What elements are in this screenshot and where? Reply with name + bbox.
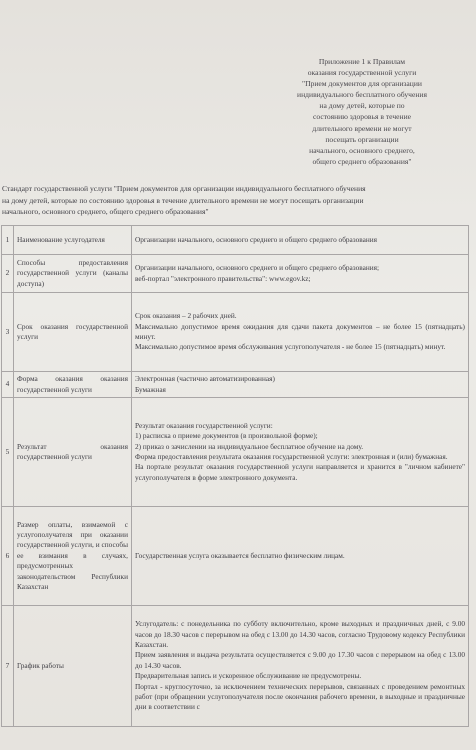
row-value — [132, 398, 469, 507]
row-value-line: Результат оказания государственной услуги: — [135, 420, 273, 430]
standard-title-line: Стандарт государственной услуги "Прием документов для организации индивидуального бесплатного обучения — [2, 184, 366, 193]
row-value — [132, 507, 469, 606]
appendix-line: начального, основного среднего, — [309, 145, 415, 155]
row-value-line: Организации начального, основного среднего и общего среднего образования — [135, 234, 378, 244]
appendix-line: общего среднего образования" — [312, 156, 412, 166]
row-value-line: 2) приказ о зачислении на индивидуальное бесплатное обучение на дому. — [135, 441, 364, 451]
row-name: Форма оказания оказания государственной услуги — [14, 372, 132, 398]
table-row — [2, 372, 469, 398]
row-number: 1 — [2, 226, 14, 255]
row-value-line: Прием заявления и выдача результата осуществляется с 9.00 до 17.30 часов с перерывом на обед с 13.00 до 14.30 часов. — [135, 650, 465, 670]
row-name: Результат оказания государственной услуги — [14, 398, 132, 507]
row-value — [132, 606, 469, 727]
row-name: График работы — [14, 606, 132, 727]
table-row — [2, 226, 469, 255]
row-value-line: веб-портал "электронного правительства": www.egov.kz; — [135, 273, 311, 283]
row-value — [132, 226, 469, 255]
appendix-line: "Прием документов для организации — [301, 79, 422, 89]
row-name: Наименование услугодателя — [14, 226, 132, 255]
row-value-line: Срок оказания – 2 рабочих дней. — [135, 311, 237, 321]
standard-table — [1, 225, 469, 727]
table-row — [2, 293, 469, 372]
row-value-line: Максимально допустимое время обслуживания услугополучателя - не более 15 (пятнадцать) минут. — [135, 342, 446, 352]
appendix-line: индивидуального бесплатного обучения — [297, 90, 427, 100]
row-value-line: На портале результат оказания государственной услуги направляется и хранится в "личном кабинете" услугополучателя в форме электронного документа. — [135, 462, 465, 482]
row-value — [132, 293, 469, 372]
row-value-line: Услугодатель: с понедельника по субботу включительно, кроме выходных и праздничных дней, с 9.00 часов до 18.30 часов с перерывом на обед с 13.00 до 14.30 часов, согласно Трудовому кодексу Республики Казахстан. — [135, 619, 465, 649]
row-number: 4 — [2, 372, 14, 398]
row-number: 3 — [2, 293, 14, 372]
row-name: Размер оплаты, взимаемой с услугополучателя при оказании государственной услуги, и способы ее взимания в случаях, предусмотренных законодательством Республики Казахстан — [14, 507, 132, 606]
row-number: 2 — [2, 255, 14, 293]
appendix-line: длительного времени не могут — [312, 123, 412, 133]
row-number: 5 — [2, 398, 14, 507]
standard-title-line: на дому детей, которые по состоянию здоровья в течение длительного времени не могут посещать организации — [2, 195, 364, 205]
row-value-line: Форма предоставления результата оказания государственной услуги: электронная и (или) бумажная. — [135, 452, 448, 461]
table-row — [2, 398, 469, 507]
table-row — [2, 255, 469, 293]
appendix-line: состоянию здоровья в течение — [312, 112, 412, 122]
row-value-line: Предварительная запись и ускоренное обслуживание не предусмотрены. — [135, 671, 362, 681]
appendix-header — [262, 56, 462, 167]
table-row — [2, 507, 469, 606]
row-name: Способы предоставления государственной услуги (каналы доступа) — [14, 255, 132, 293]
row-value-line: Государственная услуга оказывается бесплатно физическим лицам. — [135, 550, 345, 560]
row-value — [132, 372, 469, 398]
row-number: 7 — [2, 606, 14, 727]
row-value — [132, 255, 469, 293]
standard-title-line: начального, основного среднего, общего среднего образования" — [2, 207, 209, 216]
appendix-line: Приложение 1 к Правилам — [318, 57, 406, 66]
appendix-line: на дому детей, которые по — [319, 101, 405, 111]
row-value-line: 1) расписка о приеме документов (в произвольной форме); — [135, 431, 318, 441]
row-number: 6 — [2, 507, 14, 606]
appendix-line: оказания государственной услуги — [307, 68, 417, 78]
appendix-line: посещать организации — [325, 134, 399, 144]
row-value-line: Бумажная — [135, 384, 166, 394]
row-value-line: Максимально допустимое время ожидания для сдачи пакета документов – не более 15 (пятнадцать) минут. — [135, 321, 465, 341]
row-value-line: Электронная (частично автоматизированная) — [135, 374, 275, 384]
row-value-line: Портал - круглосуточно, за исключением технических перерывов, связанных с проведением ремонтных работ (при обращении услугополучателя после окончания рабочего времени, в выходные и праздничные дни в соответствии с — [135, 681, 465, 712]
row-name: Срок оказания государственной услуги — [14, 293, 132, 372]
table-row — [2, 606, 469, 727]
row-value-line: Организации начального, основного среднего и общего среднего образования; — [135, 263, 380, 273]
standard-title — [2, 183, 472, 218]
